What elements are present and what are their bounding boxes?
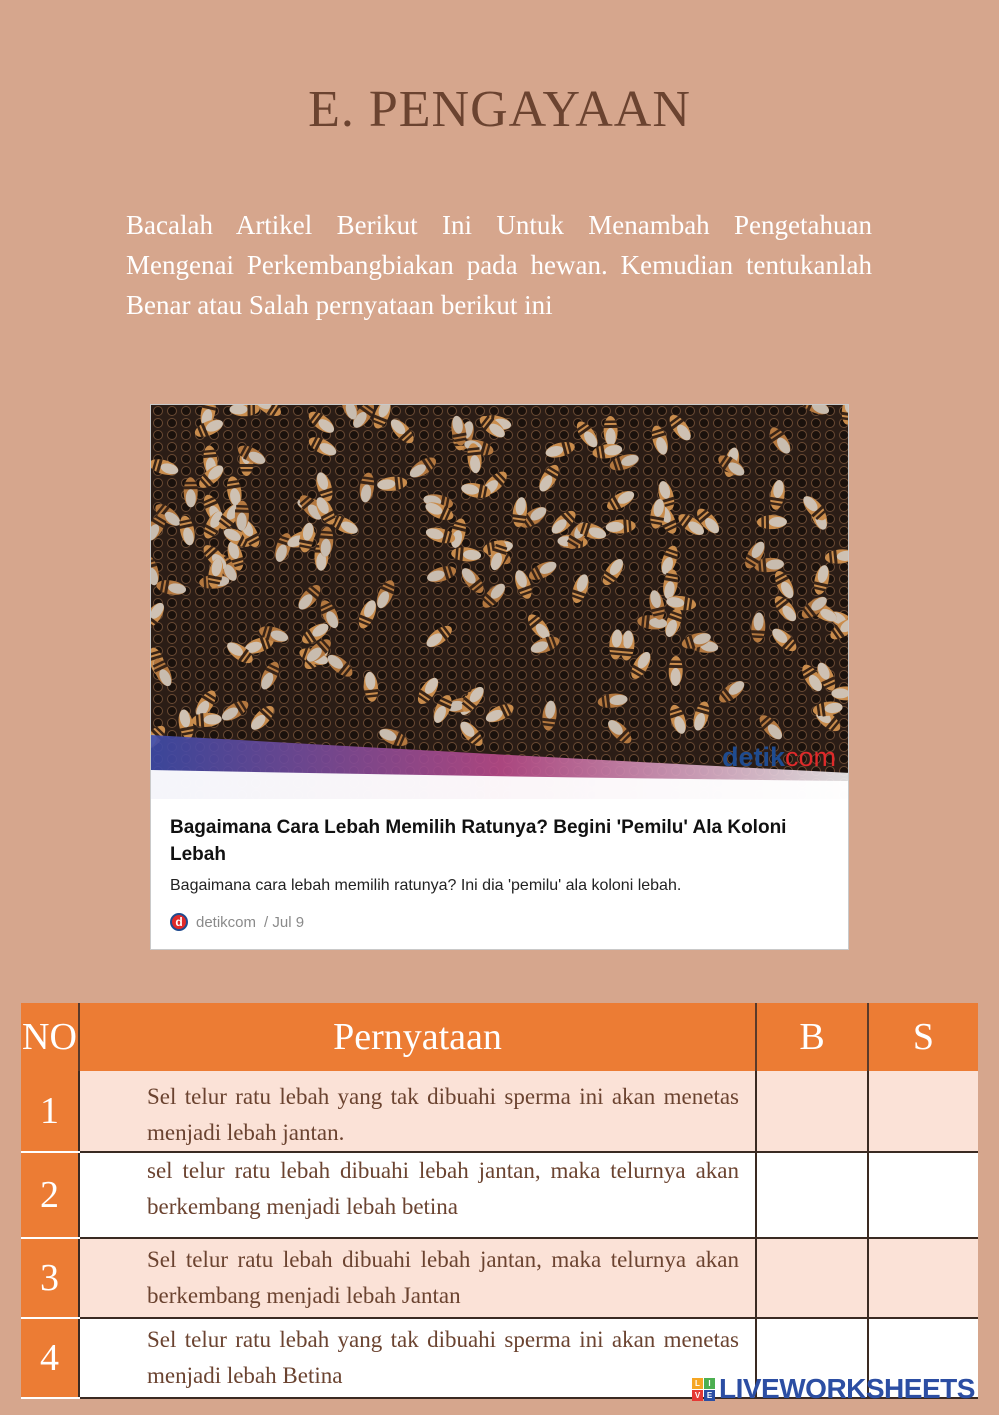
- table-row: [21, 1238, 978, 1318]
- statement-text: Sel telur ratu lebah yang tak dibuahi sperma ini akan menetas menjadi lebah jantan.: [79, 1071, 756, 1152]
- header-true: B: [756, 1003, 868, 1071]
- header-statement: Pernyataan: [79, 1003, 756, 1071]
- table-row: [21, 1071, 978, 1152]
- article-description: Bagaimana cara lebah memilih ratunya? Ini dia 'pemilu' ala koloni lebah.: [170, 877, 682, 894]
- answer-true-cell[interactable]: [756, 1238, 868, 1318]
- answer-true-cell[interactable]: [756, 1152, 868, 1238]
- answer-true-cell[interactable]: [756, 1071, 868, 1152]
- source-name: detikcom: [196, 913, 257, 931]
- statement-text: sel telur ratu lebah dibuahi lebah jantan, maka telurnya akan berkembang menjadi lebah betina: [79, 1152, 756, 1238]
- header-false: S: [868, 1003, 978, 1071]
- intro-text: Bacalah Artikel Berikut Ini Untuk Menambah Pengetahuan Mengenai Perkembangbiakan pada hewan. Kemudian tentukanlah Benar atau Salah pernyataan berikut ini: [126, 210, 872, 320]
- liveworksheets-text: LIVEWORKSHEETS: [719, 1373, 975, 1404]
- row-number: 4: [21, 1318, 79, 1398]
- liveworksheets-logo-icon: L I V E: [692, 1378, 715, 1401]
- article-card[interactable]: [150, 404, 849, 950]
- row-number: 3: [21, 1238, 79, 1318]
- row-number: 2: [21, 1152, 79, 1238]
- detik-logo-icon: d: [170, 913, 188, 931]
- source-date: / Jul 9: [264, 913, 305, 931]
- detikcom-logo: detikcom: [721, 742, 836, 772]
- article-source: [170, 913, 304, 931]
- answer-false-cell[interactable]: [868, 1238, 978, 1318]
- table-row: [21, 1152, 978, 1238]
- article-headline[interactable]: Bagaimana Cara Lebah Memilih Ratunya? Begini 'Pemilu' Ala Koloni Lebah: [170, 817, 787, 865]
- answer-false-cell[interactable]: [868, 1071, 978, 1152]
- statement-text: Sel telur ratu lebah dibuahi lebah jantan, maka telurnya akan berkembang menjadi lebah Jantan: [79, 1238, 756, 1318]
- header-no: NO: [21, 1003, 79, 1071]
- liveworksheets-watermark: [692, 1373, 975, 1405]
- row-number: 1: [21, 1071, 79, 1152]
- statement-table: [21, 1003, 978, 1399]
- page-title: E. PENGAYAAN: [308, 81, 691, 138]
- statement-text: Sel telur ratu lebah yang tak dibuahi sperma ini akan menetas menjadi lebah Betina: [79, 1318, 756, 1398]
- bee-photo: [151, 405, 849, 799]
- answer-false-cell[interactable]: [868, 1152, 978, 1238]
